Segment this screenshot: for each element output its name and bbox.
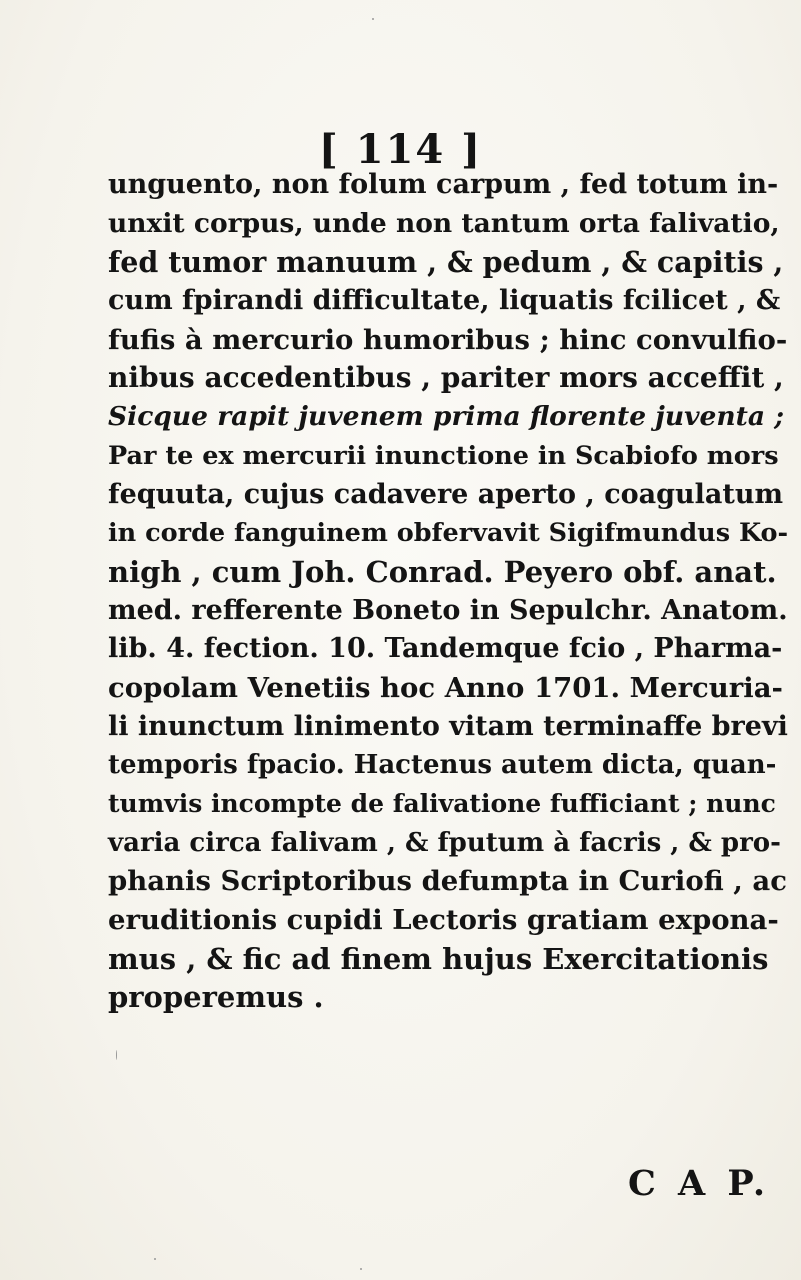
text-line: copolam Venetiis hoc Anno 1701. Mercuria- — [108, 671, 783, 704]
text-line: fufis à mercurio humoribus ; hinc convulfio- — [108, 323, 788, 356]
text-line: fequuta, cujus cadavere aperto , coagulatum — [108, 478, 784, 510]
verse-line: Sicque rapit juvenem prima florente juventa ; — [108, 401, 785, 433]
text-line: med. refferente Boneto in Sepulchr. Anatom. — [108, 594, 788, 626]
text-line: temporis fpacio. Hactenus autem dicta, quan- — [108, 750, 777, 781]
text-line: nibus accedentibus , pariter mors acceffit , — [108, 361, 784, 395]
text-line: tumvis incompte de falivatione fufficiant ; nunc — [108, 789, 776, 818]
text-line: nigh , cum Joh. Conrad. Peyero obf. anat. — [108, 554, 777, 589]
text-line: lib. 4. fection. 10. Tandemque fcio , Pharma- — [108, 633, 783, 665]
text-line: phanis Scriptoribus defumpta in Curiofi , ac — [108, 865, 787, 898]
paper-speck — [154, 1258, 156, 1260]
text-line: li inunctum linimento vitam terminaffe brevi — [108, 710, 788, 742]
text-line: cum fpirandi difficultate, liquatis fcilicet , & — [108, 285, 781, 317]
text-line: varia circa falivam , & fputum à facris , & pro- — [108, 827, 781, 858]
text-line: mus , & fic ad finem hujus Exercitationis — [108, 941, 769, 976]
text-line: Par te ex mercurii inunctione in Scabiofo mors — [108, 440, 779, 471]
text-line: eruditionis cupidi Lectoris gratiam expona- — [108, 904, 779, 937]
paper-speck — [116, 1050, 117, 1060]
text-line: in corde fanguinem obfervavit Sigifmundus Ko- — [108, 518, 789, 549]
text-line: unguento, non folum carpum , fed totum in- — [108, 169, 779, 200]
catchword: C A P. — [628, 1163, 771, 1204]
page-number: [ 114 ] — [318, 126, 483, 173]
paper-speck — [360, 1268, 362, 1270]
text-line: unxit corpus, unde non tantum orta falivatio, — [108, 207, 780, 239]
body-text — [108, 166, 788, 1017]
text-line: properemus . — [108, 980, 324, 1015]
text-line: fed tumor manuum , & pedum , & capitis , — [108, 245, 784, 280]
paper-speck — [372, 18, 374, 20]
